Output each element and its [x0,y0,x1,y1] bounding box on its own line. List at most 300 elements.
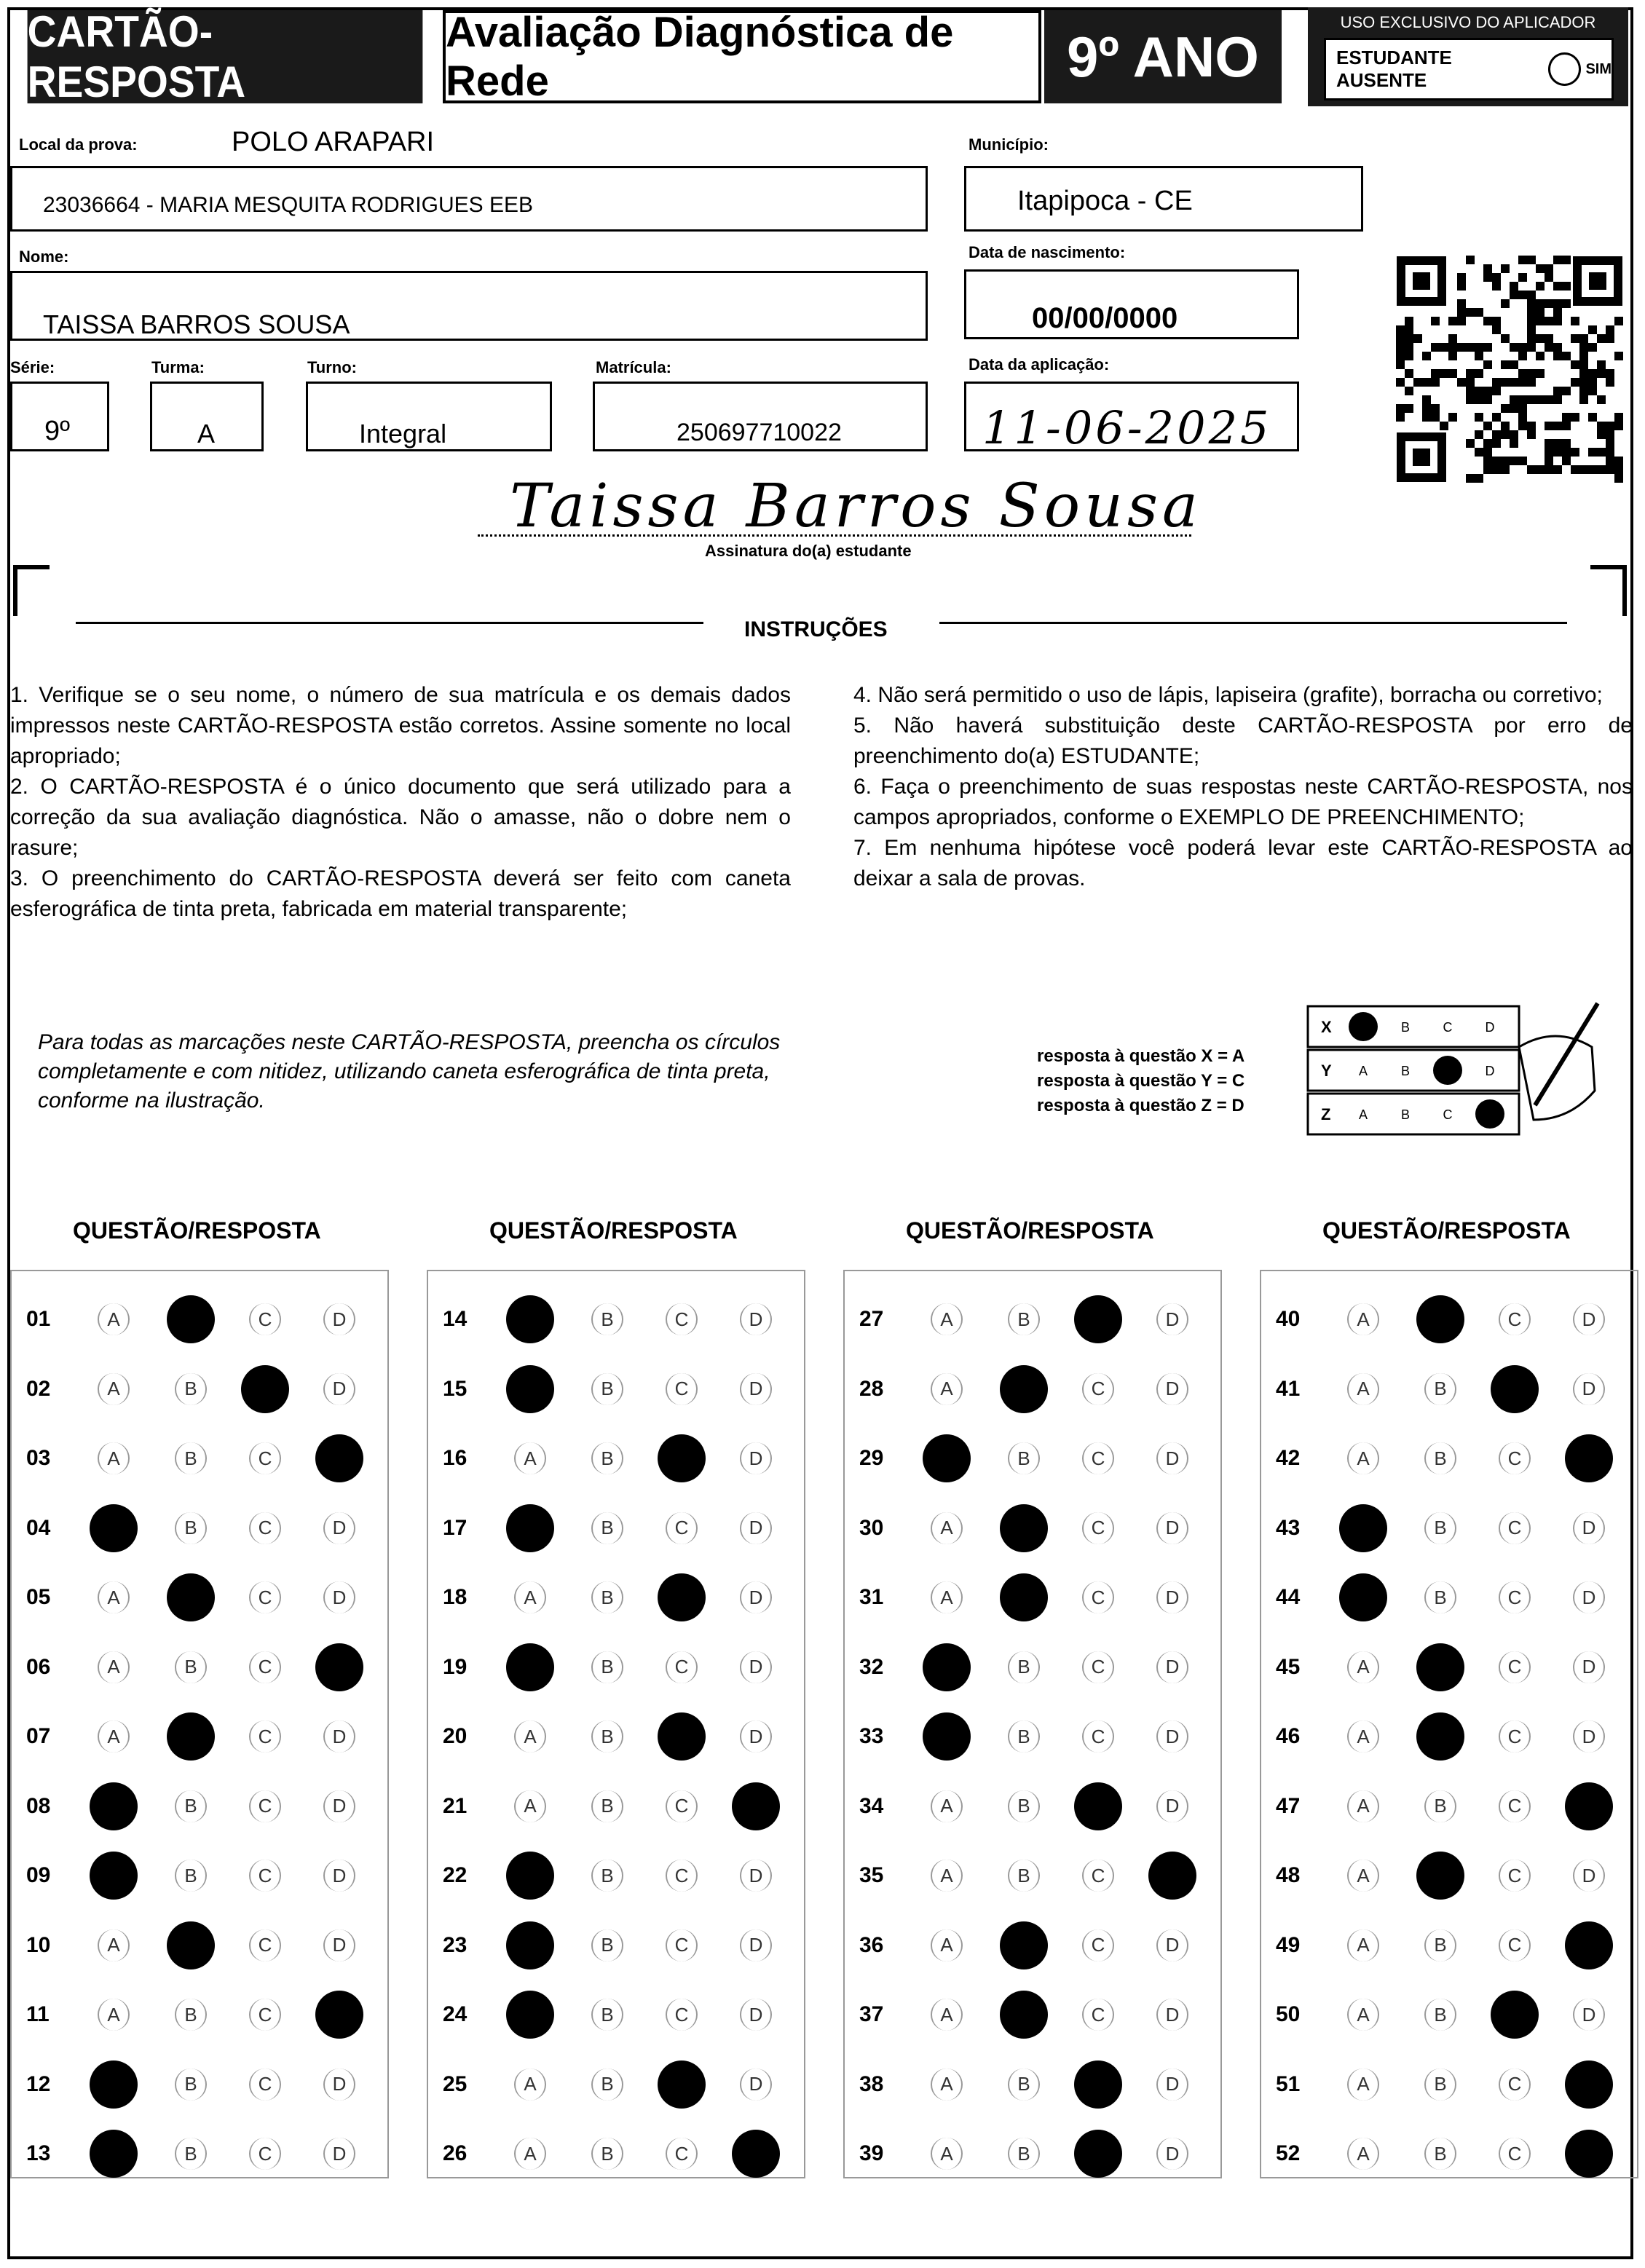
answer-bubble[interactable] [175,1512,207,1544]
answer-bubble[interactable] [1008,1442,1040,1474]
answer-bubble-filled[interactable] [167,1712,215,1761]
option-letter: D [749,1308,763,1330]
option-letter: B [601,1447,614,1469]
answer-bubble[interactable] [1347,2069,1379,2101]
option-letter: D [332,1378,347,1399]
answer-bubble[interactable] [1499,2069,1531,2101]
option-letter: C [1091,2003,1105,2026]
answer-bubble-filled[interactable] [90,2060,138,2109]
answer-bubble[interactable] [1082,1512,1114,1544]
answer-bubble[interactable] [931,1999,963,2031]
answer-bubble[interactable] [1499,1720,1531,1753]
answer-bubble[interactable] [591,1303,623,1335]
answer-bubble-filled[interactable] [1000,1365,1048,1413]
question-number: 15 [443,1376,468,1401]
answer-bubble[interactable] [1347,1720,1379,1753]
option-letter: C [258,1447,272,1469]
option-letter: A [524,1795,537,1817]
question-number: 25 [443,2071,468,2096]
signature: Taissa Barros Sousa [510,472,1202,541]
turma-value: A [197,419,216,449]
answer-bubble[interactable] [591,1512,623,1544]
answer-bubble[interactable] [931,1860,963,1892]
option-letter: B [184,2142,197,2165]
answer-bubble[interactable] [1008,1303,1040,1335]
question-number: 23 [443,1932,468,1957]
answer-bubble[interactable] [1424,1581,1456,1613]
option-letter: D [749,1586,763,1608]
answer-bubble[interactable] [1347,1373,1379,1405]
answer-bubble[interactable] [98,1442,130,1474]
answer-bubble-filled[interactable] [506,1991,554,2039]
nasc-field [964,269,1299,339]
example-option: A [1358,1107,1368,1122]
answer-bubble[interactable] [1008,1720,1040,1753]
example-illustration [1301,996,1606,1163]
answer-bubble-filled[interactable] [1416,1295,1464,1343]
option-letter: A [1357,1378,1370,1399]
answer-bubble[interactable] [1573,1720,1605,1753]
option-letter: A [1357,1864,1370,1886]
answer-bubble[interactable] [514,1790,546,1822]
answer-bubble-filled[interactable] [1339,1573,1387,1621]
answer-bubble[interactable] [323,1929,355,1961]
answer-bubble[interactable] [1008,1790,1040,1822]
answer-bubble[interactable] [1573,1373,1605,1405]
question-number: 35 [859,1863,884,1887]
option-letter: B [184,1864,197,1886]
answer-bubble[interactable] [175,2069,207,2101]
option-letter: A [524,1725,537,1747]
answer-bubble-filled[interactable] [1491,1991,1539,2039]
answer-bubble[interactable] [175,1373,207,1405]
instruction-item: 4. Não será permitido o uso de lápis, lapiseira (grafite), borracha ou corretivo; [853,683,1603,707]
option-letter: B [1017,1656,1030,1678]
answer-bubble-filled[interactable] [1074,1782,1122,1830]
answer-bubble-filled[interactable] [923,1712,971,1761]
option-letter: D [1582,1656,1596,1678]
answer-bubble[interactable] [1499,1929,1531,1961]
answer-bubble[interactable] [1499,1512,1531,1544]
answer-bubble[interactable] [323,1373,355,1405]
option-letter: B [1017,1795,1030,1817]
answer-bubble[interactable] [666,2138,698,2170]
answer-bubble-filled[interactable] [167,1573,215,1621]
answer-bubble-filled[interactable] [1491,1365,1539,1413]
answer-bubble[interactable] [1424,2069,1456,2101]
answer-bubble[interactable] [1347,1303,1379,1335]
answer-bubble[interactable] [175,1860,207,1892]
answer-bubble-filled[interactable] [315,1991,363,2039]
answer-bubble-filled[interactable] [506,1295,554,1343]
answer-bubble[interactable] [740,1442,772,1474]
answer-bubble[interactable] [249,2069,281,2101]
answer-bubble-filled[interactable] [1074,1295,1122,1343]
aplicacao-field [964,382,1299,454]
option-letter: A [107,1586,120,1608]
answer-bubble-filled[interactable] [1000,1573,1048,1621]
question-number: 18 [443,1585,468,1609]
answer-bubble[interactable] [175,1790,207,1822]
nasc-value: 00/00/0000 [1032,302,1178,334]
answer-bubble[interactable] [249,1651,281,1683]
option-letter: D [332,2142,347,2165]
answer-bubble-filled[interactable] [315,1434,363,1482]
answer-bubble[interactable] [591,1790,623,1822]
answer-bubble[interactable] [1156,1512,1188,1544]
answer-bubble[interactable] [591,1651,623,1683]
option-letter: C [1507,1725,1522,1747]
answer-bubble[interactable] [1347,1860,1379,1892]
answer-bubble[interactable] [740,1860,772,1892]
answer-bubble-filled[interactable] [90,1852,138,1900]
answer-bubble[interactable] [931,1790,963,1822]
municipio-value: Itapipoca - CE [1017,186,1193,216]
answer-bubble-filled[interactable] [506,1504,554,1552]
answer-bubble[interactable] [1156,2069,1188,2101]
answer-bubble[interactable] [175,1442,207,1474]
answer-bubble[interactable] [98,1303,130,1335]
answer-bubble[interactable] [666,1929,698,1961]
absent-label: ESTUDANTE AUSENTE [1336,47,1452,91]
question-number: 36 [859,1932,884,1957]
option-letter: B [601,1864,614,1886]
answer-bubble[interactable] [1499,2138,1531,2170]
answer-bubble[interactable] [1008,2069,1040,2101]
answer-bubble[interactable] [1347,1651,1379,1683]
option-letter: C [1507,1864,1522,1886]
answer-bubble-filled[interactable] [923,1643,971,1691]
answer-bubble[interactable] [1082,1373,1114,1405]
answer-bubble[interactable] [1156,1999,1188,2031]
answer-bubble[interactable] [1156,1929,1188,1961]
answer-bubble[interactable] [1424,1442,1456,1474]
option-letter: B [601,1517,614,1538]
question-number: 48 [1276,1863,1301,1887]
answer-bubble[interactable] [931,1303,963,1335]
option-letter: A [524,2073,537,2095]
answer-bubble[interactable] [98,1999,130,2031]
answer-bubble[interactable] [323,1581,355,1613]
option-letter: D [1582,1378,1596,1399]
answer-bubble[interactable] [1156,1303,1188,1335]
answer-bubble[interactable] [98,1581,130,1613]
answer-bubble[interactable] [249,2138,281,2170]
option-letter: A [940,1308,953,1330]
option-letter: A [1357,2073,1370,2095]
answer-bubble-filled[interactable] [90,1782,138,1830]
answer-bubble[interactable] [931,2138,963,2170]
answer-bubble[interactable] [931,2069,963,2101]
answer-bubble-filled[interactable] [1565,1434,1613,1482]
question-number: 30 [859,1515,884,1540]
answer-bubble[interactable] [1499,1790,1531,1822]
answer-bubble-filled[interactable] [1565,1782,1613,1830]
option-letter: D [1582,2003,1596,2026]
answer-bubble[interactable] [1573,1860,1605,1892]
answer-bubble[interactable] [666,1860,698,1892]
option-letter: C [1091,1586,1105,1608]
answer-bubble-filled[interactable] [506,1365,554,1413]
matricula-label: Matrícula: [596,358,671,376]
question-number: 28 [859,1376,884,1401]
answer-bubble-filled[interactable] [923,1434,971,1482]
answer-bubble[interactable] [740,1303,772,1335]
answer-bubble[interactable] [323,1512,355,1544]
answer-bubble-filled[interactable] [1000,1504,1048,1552]
answer-bubble[interactable] [1347,1929,1379,1961]
answer-bubble[interactable] [1573,1999,1605,2031]
answer-bubble[interactable] [249,1442,281,1474]
answer-bubble[interactable] [1082,1581,1114,1613]
answer-bubble-filled[interactable] [315,1643,363,1691]
answer-bubble[interactable] [1156,1720,1188,1753]
answer-bubble[interactable] [98,1373,130,1405]
option-letter: A [1357,1656,1370,1678]
answer-bubble[interactable] [740,1581,772,1613]
answer-bubble[interactable] [1499,1651,1531,1683]
answer-bubble[interactable] [1008,1651,1040,1683]
answer-bubble[interactable] [740,1651,772,1683]
answer-bubble[interactable] [591,1860,623,1892]
answer-bubble[interactable] [249,1860,281,1892]
answer-bubble[interactable] [1499,1860,1531,1892]
option-letter: A [940,1586,953,1608]
answer-bubble[interactable] [1156,1581,1188,1613]
question-number: 32 [859,1654,884,1679]
answer-bubble-filled[interactable] [90,2130,138,2178]
answer-bubble[interactable] [249,1303,281,1335]
instruction-item: 7. Em nenhuma hipótese você poderá levar este CARTÃO-RESPOSTA ao deixar a sala de provas. [853,836,1633,890]
question-number: 50 [1276,2002,1301,2026]
nasc-label: Data de nascimento: [969,243,1126,261]
answer-bubble[interactable] [1156,1790,1188,1822]
answer-bubble[interactable] [591,2138,623,2170]
serie-value: 9º [44,416,71,446]
answer-bubble[interactable] [666,1999,698,2031]
nome-field [10,271,928,341]
municipio-label: Município: [969,135,1049,154]
answer-bubble[interactable] [249,1512,281,1544]
answer-bubble-filled[interactable] [658,2060,706,2109]
answer-bubble[interactable] [931,1929,963,1961]
answer-bubble[interactable] [666,1303,698,1335]
answer-bubble[interactable] [98,1720,130,1753]
answer-bubble-filled[interactable] [1416,1712,1464,1761]
option-letter: C [258,1586,272,1608]
answer-bubble[interactable] [1156,1373,1188,1405]
option-letter: D [1165,1378,1180,1399]
answer-bubble-filled[interactable] [1565,1921,1613,1969]
option-letter: B [1434,2142,1447,2165]
local-label: Local da prova: [19,135,138,154]
turma-label: Turma: [151,358,205,376]
answer-bubble[interactable] [323,1790,355,1822]
answer-bubble[interactable] [591,1442,623,1474]
answer-bubble[interactable] [591,1581,623,1613]
answer-bubble[interactable] [323,1860,355,1892]
question-number: 14 [443,1307,468,1331]
answer-bubble[interactable] [514,1442,546,1474]
option-letter: C [674,1308,689,1330]
question-number: 10 [26,1932,51,1957]
answer-bubble-filled[interactable] [506,1643,554,1691]
answer-bubble[interactable] [1082,1929,1114,1961]
turma-field [150,382,264,451]
answer-bubble[interactable] [740,1929,772,1961]
option-letter: C [1507,2142,1522,2165]
answer-bubble[interactable] [1082,1720,1114,1753]
question-number: 26 [443,2141,468,2165]
answer-bubble[interactable] [175,2138,207,2170]
answer-bubble-filled[interactable] [1074,2060,1122,2109]
answer-bubble[interactable] [514,2069,546,2101]
answer-bubble[interactable] [1008,1860,1040,1892]
answer-bubble[interactable] [591,1373,623,1405]
answer-bubble[interactable] [249,1581,281,1613]
option-letter: A [940,2003,953,2026]
answer-bubble[interactable] [98,1929,130,1961]
answer-bubble[interactable] [591,1720,623,1753]
answer-bubble[interactable] [1424,1999,1456,2031]
answer-bubble-filled[interactable] [506,1921,554,1969]
answer-bubble-filled[interactable] [241,1365,289,1413]
option-letter: C [1091,1447,1105,1469]
signature-label: Assinatura do(a) estudante [705,542,912,560]
answer-bubble[interactable] [591,2069,623,2101]
answer-bubble[interactable] [740,1373,772,1405]
answer-bubble[interactable] [323,2138,355,2170]
option-letter: A [524,1447,537,1469]
answer-bubble[interactable] [514,2138,546,2170]
instruction-item: 3. O preenchimento do CARTÃO-RESPOSTA deverá ser feito com caneta esferográfica de tinta preta, fabricada em material transparente; [10,866,791,921]
answer-bubble[interactable] [1499,1442,1531,1474]
answer-bubble-filled[interactable] [1416,1852,1464,1900]
answer-bubble[interactable] [591,1999,623,2031]
answer-bubble[interactable] [323,1720,355,1753]
option-letter: D [1165,1795,1180,1817]
answer-bubble[interactable] [740,1512,772,1544]
answer-bubble[interactable] [1499,1581,1531,1613]
answer-bubble[interactable] [514,1581,546,1613]
answer-bubble-filled[interactable] [167,1921,215,1969]
answer-bubble[interactable] [931,1373,963,1405]
instruction-item: 2. O CARTÃO-RESPOSTA é o único documento que será utilizado para a correção da sua avaliação diagnóstica. Não o amasse, não o dobre nem o rasure; [10,775,791,860]
answer-bubble[interactable] [1082,1442,1114,1474]
answer-bubble[interactable] [1156,1442,1188,1474]
answer-bubble[interactable] [1347,1999,1379,2031]
option-letter: B [601,1656,614,1678]
answer-bubble[interactable] [666,1651,698,1683]
answer-bubble[interactable] [514,1720,546,1753]
option-letter: C [258,1308,272,1330]
answer-bubble-filled[interactable] [1565,2130,1613,2178]
answer-bubble[interactable] [666,1373,698,1405]
rule-left [76,622,703,624]
answer-bubble-filled[interactable] [732,2130,780,2178]
answer-bubble[interactable] [1008,2138,1040,2170]
option-letter: D [1165,1725,1180,1747]
answer-bubble[interactable] [1156,2138,1188,2170]
answer-bubble[interactable] [740,1999,772,2031]
answer-bubble[interactable] [1424,1512,1456,1544]
answer-bubble[interactable] [1082,1999,1114,2031]
answer-bubble-filled[interactable] [658,1434,706,1482]
example-row-label: X [1321,1018,1332,1036]
answer-bubble[interactable] [323,2069,355,2101]
answer-bubble-filled[interactable] [1000,1991,1048,2039]
answer-bubble[interactable] [323,1303,355,1335]
answer-bubble-filled[interactable] [506,1852,554,1900]
option-letter: C [1507,1586,1522,1608]
answer-bubble[interactable] [1347,2138,1379,2170]
answer-bubble[interactable] [1499,1303,1531,1335]
answer-bubble[interactable] [1082,1651,1114,1683]
answer-bubble[interactable] [1573,1651,1605,1683]
answer-bubble[interactable] [666,1512,698,1544]
answer-bubble[interactable] [931,1512,963,1544]
answer-bubble[interactable] [98,1651,130,1683]
legend-item: resposta à questão Z = D [1037,1096,1244,1115]
option-letter: A [1357,2003,1370,2026]
answer-bubble-filled[interactable] [732,1782,780,1830]
answer-bubble-filled[interactable] [1074,2130,1122,2178]
answer-bubble[interactable] [175,1999,207,2031]
answer-bubble[interactable] [1424,2138,1456,2170]
option-letter: D [1165,1934,1180,1956]
answer-bubble[interactable] [1082,1860,1114,1892]
example-option: C [1443,1020,1453,1035]
answer-bubble-filled[interactable] [658,1712,706,1761]
answer-bubble-filled[interactable] [658,1573,706,1621]
answer-bubble[interactable] [1424,1790,1456,1822]
answer-bubble-filled[interactable] [1148,1852,1196,1900]
answer-bubble[interactable] [931,1581,963,1613]
answer-bubble[interactable] [740,2069,772,2101]
instruction-item: 1. Verifique se o seu nome, o número de sua matrícula e os demais dados impressos neste CARTÃO-RESPOSTA estão corretos. Assine somente no local apropriado; [10,683,791,768]
answer-bubble[interactable] [666,1790,698,1822]
instruction-item: 6. Faça o preenchimento de suas respostas neste CARTÃO-RESPOSTA, nos campos apropriados, conforme o EXEMPLO DE PREENCHIMENTO; [853,775,1633,829]
answer-bubble[interactable] [1156,1651,1188,1683]
answer-bubble[interactable] [249,1999,281,2031]
answer-bubble-filled[interactable] [1416,1643,1464,1691]
answer-bubble-filled[interactable] [1000,1921,1048,1969]
answer-bubble-filled[interactable] [1339,1504,1387,1552]
column-header: QUESTÃO/RESPOSTA [73,1217,321,1244]
answer-bubble[interactable] [249,1929,281,1961]
answer-bubble[interactable] [1424,1373,1456,1405]
answer-bubble[interactable] [1347,1442,1379,1474]
answer-bubble-filled[interactable] [167,1295,215,1343]
local-value: POLO ARAPARI [232,127,435,157]
answer-bubble-filled[interactable] [90,1504,138,1552]
answer-bubble[interactable] [740,1720,772,1753]
answer-bubble[interactable] [249,1790,281,1822]
answer-bubble[interactable] [1347,1790,1379,1822]
answer-bubble[interactable] [1573,1581,1605,1613]
question-number: 04 [26,1515,51,1540]
answer-bubble[interactable] [249,1720,281,1753]
answer-bubble[interactable] [1573,1512,1605,1544]
answer-bubble-filled[interactable] [1565,2060,1613,2109]
answer-bubble[interactable] [1573,1303,1605,1335]
option-letter: A [940,2073,953,2095]
question-number: 12 [26,2071,51,2096]
answer-bubble[interactable] [1424,1929,1456,1961]
answer-bubble[interactable] [175,1651,207,1683]
absent-bubble[interactable] [1548,52,1581,86]
answer-bubble[interactable] [591,1929,623,1961]
